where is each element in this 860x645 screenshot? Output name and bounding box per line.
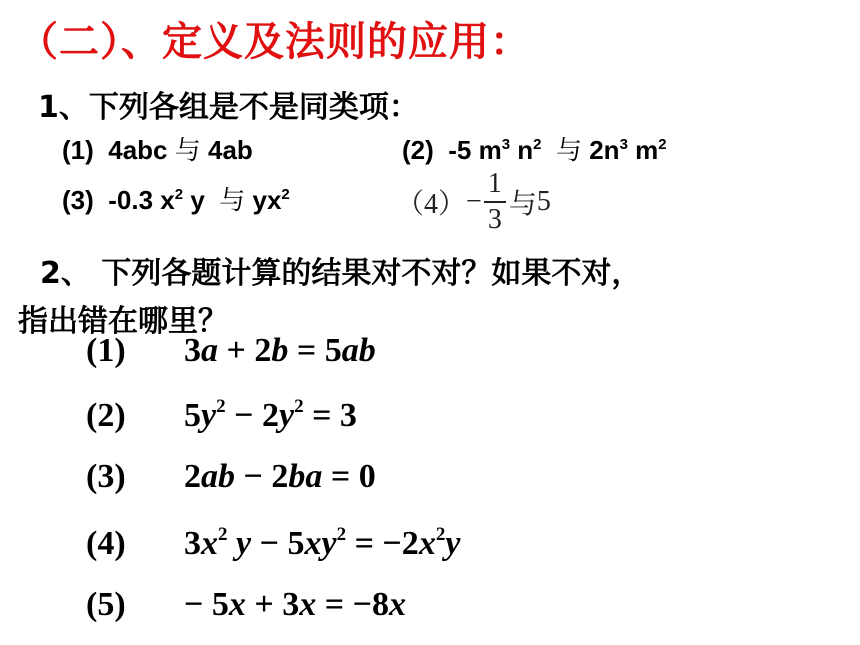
pair-2-exp-1: 3 bbox=[501, 136, 511, 153]
equation-3-label: (3) bbox=[86, 458, 126, 495]
pair-1-term-b: 4ab bbox=[207, 135, 253, 165]
pair-2-term-a-var: n bbox=[517, 135, 534, 165]
pair-3-conj: 与 bbox=[219, 185, 246, 215]
equation-4-label: (4) bbox=[86, 525, 126, 562]
pair-3-exp-2: 2 bbox=[281, 186, 290, 203]
pair-1-term-a: 4abc bbox=[108, 135, 168, 165]
pair-3-term-a-base: -0.3 x bbox=[108, 185, 175, 215]
pair-2-label: (2) bbox=[402, 135, 434, 165]
pair-1-label: (1) bbox=[62, 135, 94, 165]
pair-2-conj: 与 bbox=[555, 135, 582, 165]
pair-3-term-b-base: yx bbox=[252, 185, 282, 215]
question-2-heading-line-1: 2、 下列各题计算的结果对不对？如果不对， bbox=[40, 256, 642, 291]
pair-4-sign: − bbox=[466, 186, 482, 217]
pair-2-term-a-base: -5 m bbox=[448, 135, 502, 165]
question-1-heading: 1、下列各组是不是同类项： bbox=[38, 90, 419, 125]
pair-4-label: （4） bbox=[396, 189, 467, 220]
question-2-heading-line-2: 指出错在哪里？ bbox=[18, 304, 228, 339]
pair-4-numerator: 1 bbox=[484, 170, 506, 203]
pair-2 bbox=[402, 130, 667, 167]
pair-3 bbox=[62, 180, 290, 217]
equation-1-label: (1) bbox=[86, 332, 126, 369]
pair-4 bbox=[396, 170, 551, 234]
pair-2-exp-4: 2 bbox=[658, 136, 667, 153]
pair-1 bbox=[62, 130, 253, 167]
pair-4-conj: 与 bbox=[508, 189, 537, 220]
pair-2-exp-2: 2 bbox=[533, 136, 542, 153]
section-title: （二）、定义及法则的应用： bbox=[18, 19, 531, 65]
pair-3-exp-1: 2 bbox=[174, 186, 184, 203]
pair-4-denominator: 3 bbox=[487, 204, 502, 235]
equation-2-label: (2) bbox=[86, 397, 126, 434]
equation-2: (2) $5y^2 - 2y^2 = 3$ bbox=[86, 396, 357, 434]
pair-2-term-b-base: 2n bbox=[589, 135, 620, 165]
equation-3: (3) 2ab − 2ba = 0 bbox=[86, 458, 376, 495]
pair-1-conj: 与 bbox=[174, 135, 201, 165]
pair-4-fraction bbox=[484, 170, 506, 234]
equation-1: (1) 3a + 2b = 5ab bbox=[86, 332, 376, 369]
pair-2-term-b-var: m bbox=[635, 135, 659, 165]
pair-3-term-a-var: y bbox=[190, 185, 205, 215]
equation-4: (4) $3x^2$ $y - 5xy^2 = -2x^2y$ bbox=[86, 524, 461, 562]
pair-4-term-b: 5 bbox=[536, 186, 551, 217]
pair-3-label: (3) bbox=[62, 185, 94, 215]
equation-5: (5) − 5x + 3x = −8x bbox=[86, 586, 406, 623]
equation-5-label: (5) bbox=[86, 586, 126, 623]
pair-2-exp-3: 3 bbox=[619, 136, 628, 153]
